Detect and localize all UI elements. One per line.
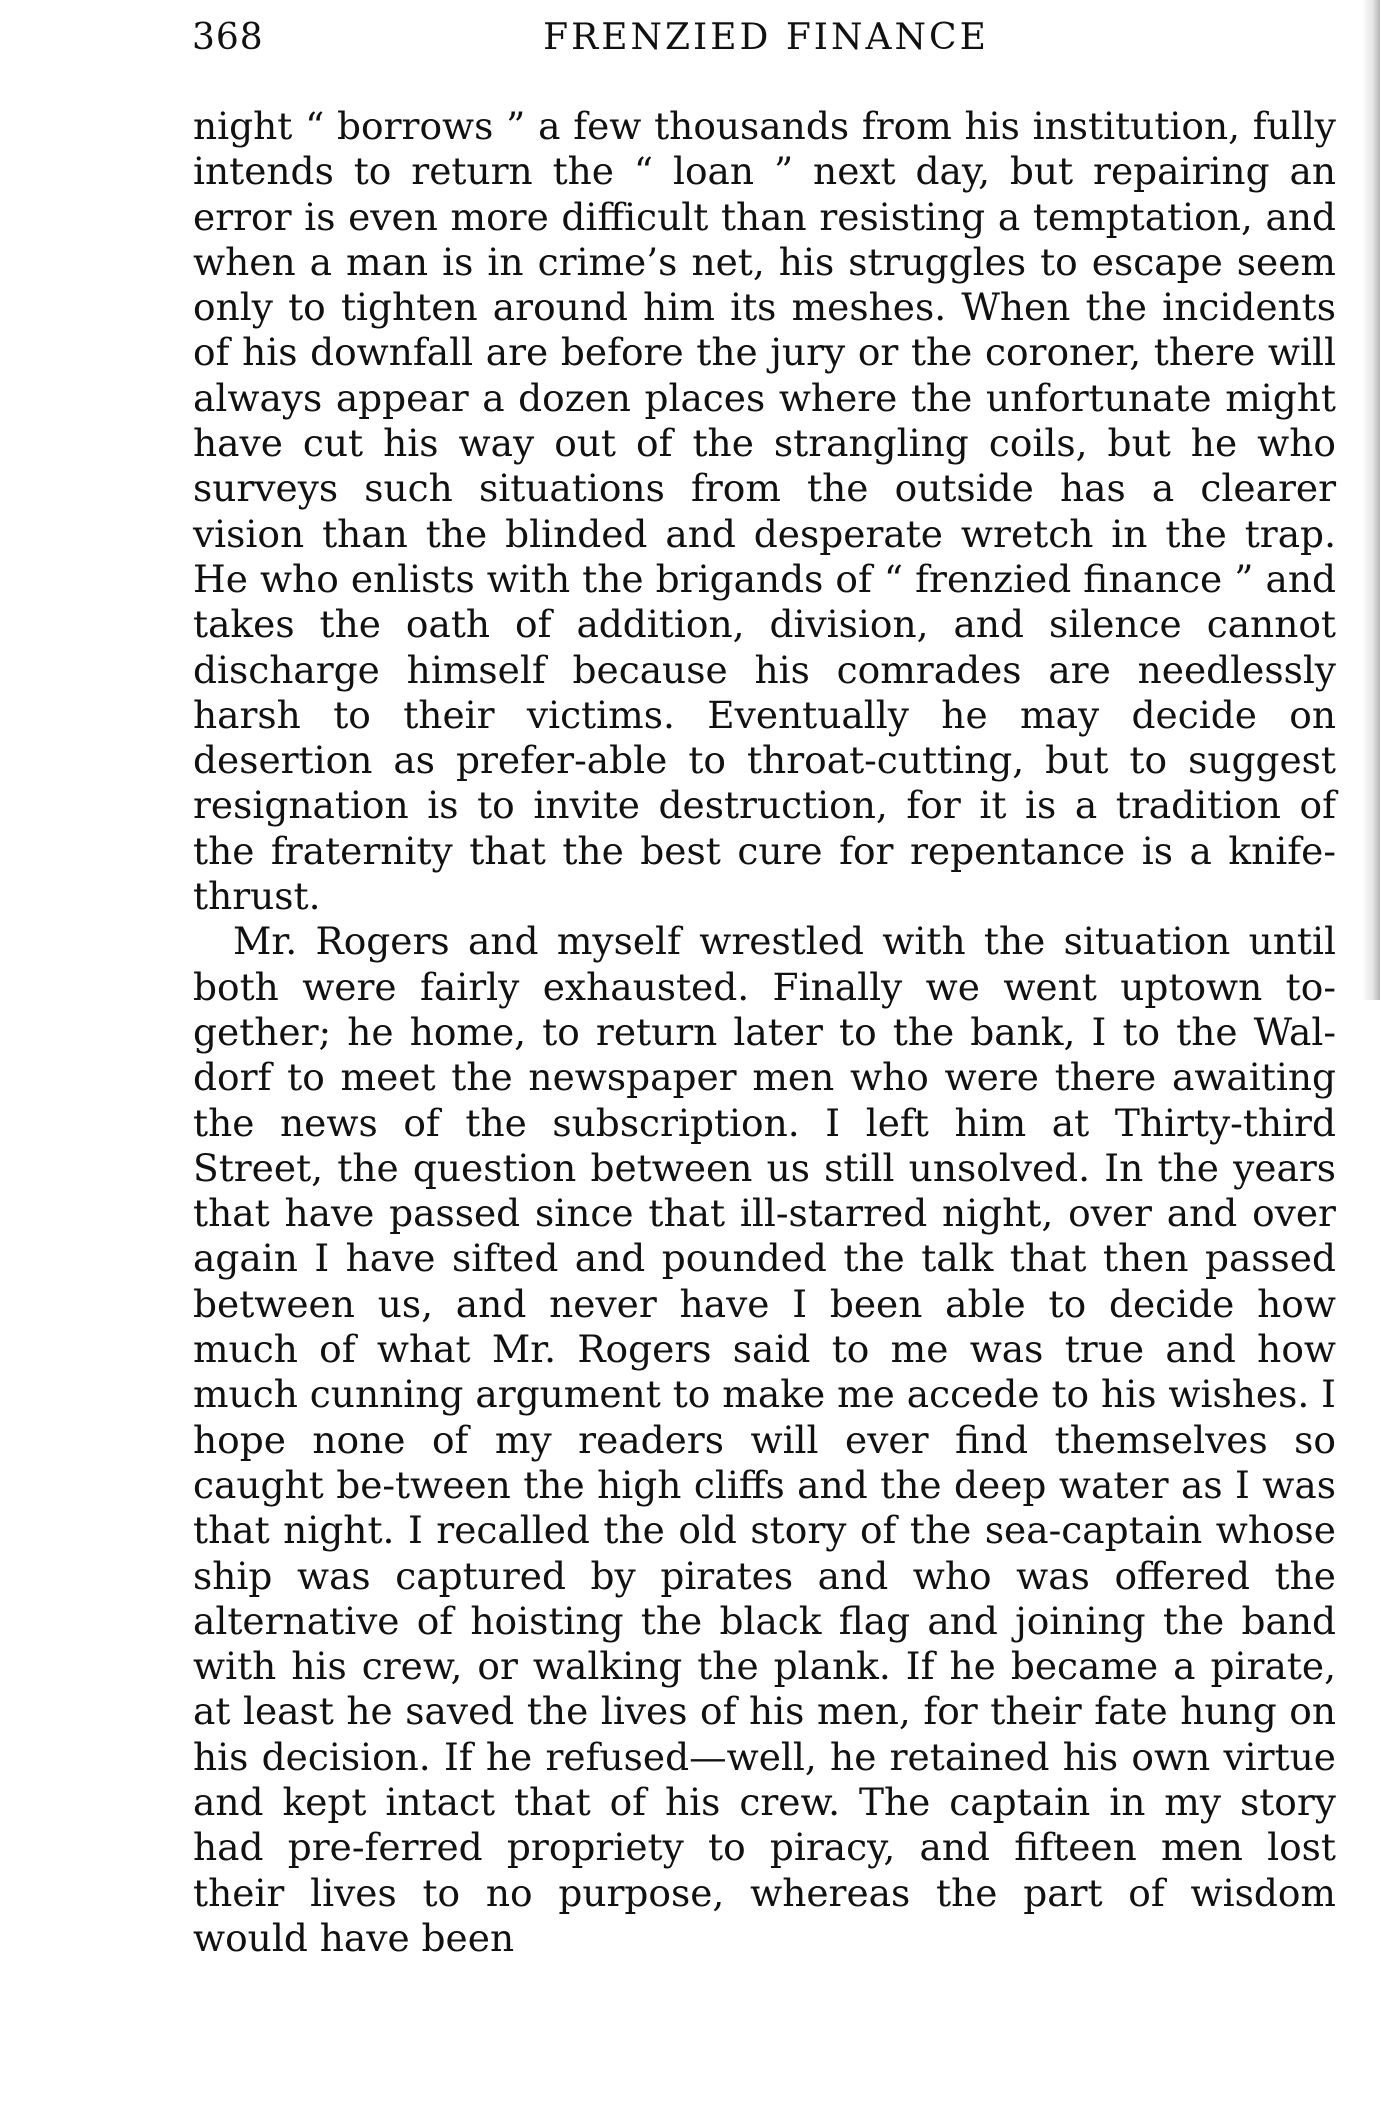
paragraph-continuation: night “ borrows ” a few thousands from his institution, fully intends to return the “ loan ” next day, but repairing an error is even more difficult than resisting a temptation, and when a man is in crime’s net, his struggles to escape seem only to tighten around him its meshes. When the incidents of his downfall are before the jury or the coroner, there will always appear a dozen places where the unfortunate might have cut his way out of the strangling coils, but he who surveys such situations from the outside has a clearer vision than the blinded and desperate wretch in the trap. He who enlists with the brigands of “ frenzied finance ” and takes the oath of addition, division, and silence cannot discharge himself because his comrades are needlessly harsh to their victims. Eventually he may decide on desertion as prefer-able to throat-cutting, but to suggest resignation is to invite destruction, for it is a tradition of the fraternity that the best cure for repentance is a knife-thrust. <box>193 104 1336 919</box>
running-head <box>192 12 1340 64</box>
running-title: FRENZIED FINANCE <box>543 17 989 58</box>
page-edge-shadow <box>1362 0 1380 1000</box>
paragraph-rogers-meeting: Mr. Rogers and myself wrestled with the situation until both were fairly exhausted. Finally we went uptown to-gether; he home, to return later to the bank, I to the Wal-dorf to meet the newspaper men who were there awaiting the news of the subscription. I left him at Thirty-third Street, the question between us still unsolved. In the years that have passed since that ill-starred night, over and over again I have sifted and pounded the talk that then passed between us, and never have I been able to decide how much of what Mr. Rogers said to me was true and how much cunning argument to make me accede to his wishes. I hope none of my readers will ever find themselves so caught be-tween the high cliffs and the deep water as I was that night. I recalled the old story of the sea-captain whose ship was captured by pirates and who was offered the alternative of hoisting the black flag and joining the band with his crew, or walking the plank. If he became a pirate, at least he saved the lives of his men, for their fate hung on his decision. If he refused—well, he retained his own virtue and kept intact that of his crew. The captain in my story had pre-ferred propriety to piracy, and fifteen men lost their lives to no purpose, whereas the part of wisdom would have been <box>193 919 1336 1960</box>
body-text <box>193 104 1336 1961</box>
page-number: 368 <box>192 17 264 58</box>
